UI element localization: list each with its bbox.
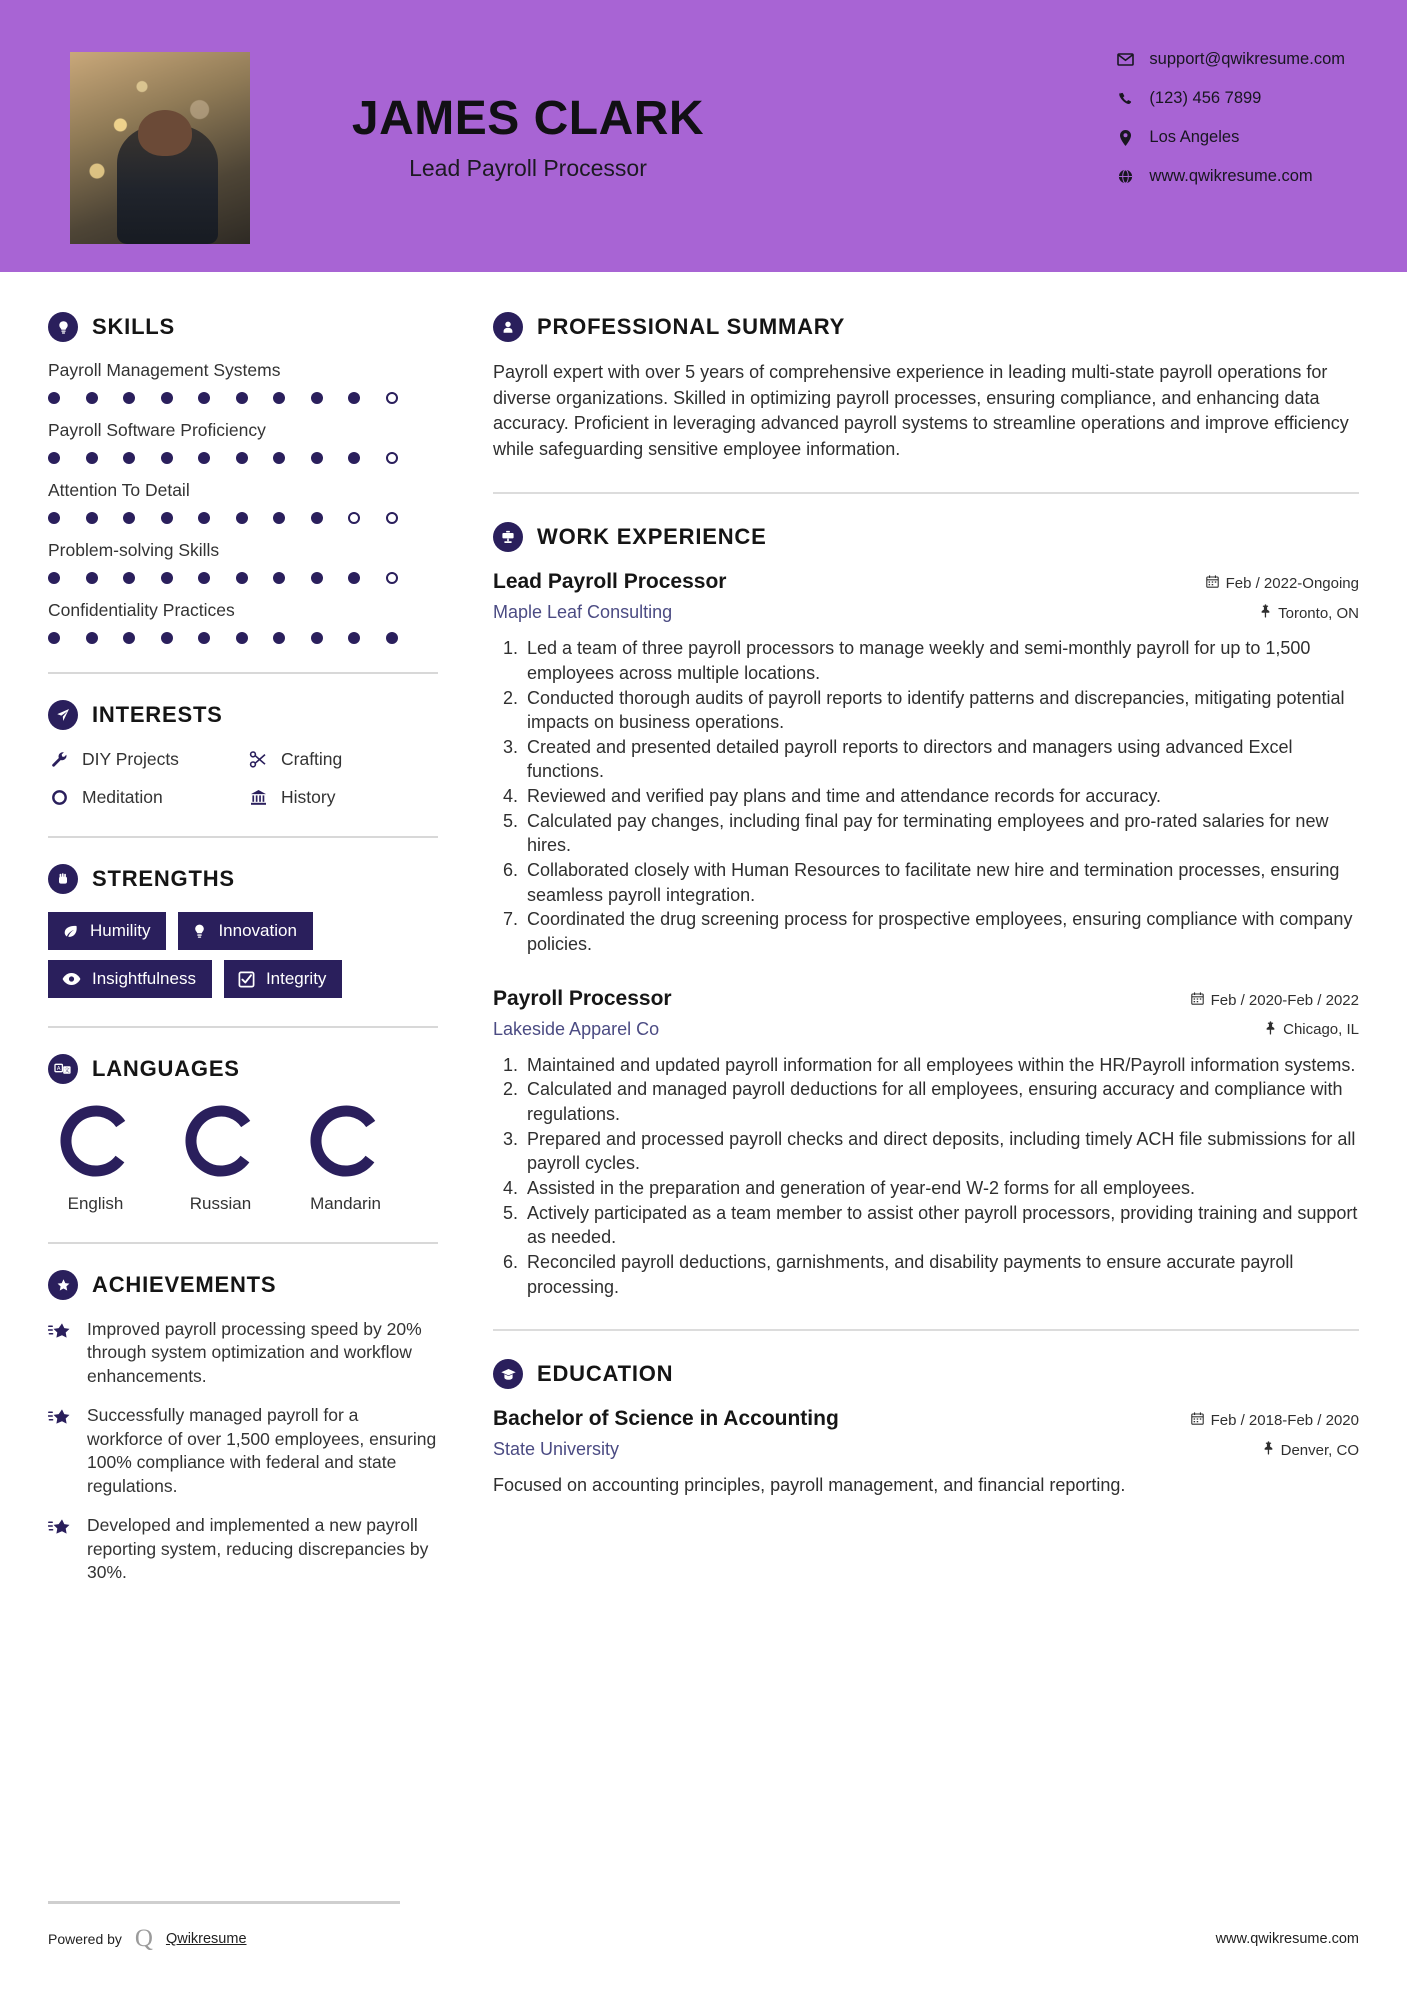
skill-item bbox=[48, 600, 438, 644]
strength-chip bbox=[224, 960, 342, 998]
education-location-text: Denver, CO bbox=[1280, 1441, 1359, 1459]
education-entry bbox=[493, 1407, 1359, 1498]
rating-dot-filled bbox=[86, 392, 98, 404]
rating-dot-filled bbox=[48, 452, 60, 464]
skills-list bbox=[48, 360, 438, 644]
interests-title: INTERESTS bbox=[92, 702, 223, 727]
section-languages bbox=[48, 1054, 438, 1214]
section-skills bbox=[48, 312, 438, 644]
map-pin-icon bbox=[1115, 130, 1135, 146]
language-progress-ring bbox=[57, 1102, 135, 1180]
rating-dot-filled bbox=[273, 572, 285, 584]
job-bullet: 4. Reviewed and verified pay plans and time and attendance records for accuracy. bbox=[523, 784, 1359, 809]
job-bullets bbox=[493, 636, 1359, 957]
education-subheader bbox=[493, 1439, 1359, 1460]
candidate-role: Lead Payroll Processor bbox=[409, 155, 647, 181]
rating-dot-filled bbox=[123, 572, 135, 584]
job-bullets bbox=[493, 1053, 1359, 1300]
education-heading bbox=[493, 1359, 1359, 1389]
job-bullet: 5. Actively participated as a team member to assist other payroll processors, providing training and support as needed. bbox=[523, 1201, 1359, 1250]
interest-item bbox=[48, 786, 239, 808]
rating-dot-filled bbox=[348, 572, 360, 584]
rating-dot-filled bbox=[311, 572, 323, 584]
rating-dot-filled bbox=[273, 452, 285, 464]
rating-dot-filled bbox=[161, 512, 173, 524]
rating-dot-filled bbox=[86, 452, 98, 464]
interest-label: Meditation bbox=[82, 786, 163, 807]
rating-dot-filled bbox=[86, 512, 98, 524]
footer-row bbox=[48, 1926, 1359, 1952]
rating-dot-filled bbox=[348, 392, 360, 404]
rating-dot-filled bbox=[236, 572, 248, 584]
achievement-text: Improved payroll processing speed by 20% through system optimization and workflow enhancements. bbox=[87, 1319, 422, 1386]
rating-dot-filled bbox=[123, 392, 135, 404]
education-description: Focused on accounting principles, payroll management, and financial reporting. bbox=[493, 1475, 1126, 1496]
svg-text:文: 文 bbox=[64, 1068, 70, 1075]
rating-dot-filled bbox=[123, 512, 135, 524]
job-subheader bbox=[493, 1019, 1359, 1040]
pin-icon bbox=[1260, 604, 1271, 622]
job-title: Payroll Processor bbox=[493, 986, 672, 1010]
calendar-icon bbox=[1206, 575, 1219, 592]
rating-dot-filled bbox=[48, 392, 60, 404]
strength-label: Insightfulness bbox=[92, 969, 196, 988]
section-interests bbox=[48, 700, 438, 808]
job-bullet: 3. Created and presented detailed payroll reports to directors and managers using advanced Excel functions. bbox=[523, 735, 1359, 784]
rating-dot-filled bbox=[348, 632, 360, 644]
language-item bbox=[48, 1102, 143, 1214]
resume-footer bbox=[48, 1901, 1359, 1952]
interest-item bbox=[247, 786, 438, 808]
strengths-chips bbox=[48, 912, 438, 998]
strength-chip bbox=[178, 912, 312, 950]
section-work-experience bbox=[493, 522, 1359, 1299]
skill-rating bbox=[48, 452, 438, 464]
rating-dot-empty bbox=[386, 392, 398, 404]
skill-item bbox=[48, 480, 438, 524]
envelope-icon bbox=[1115, 53, 1135, 66]
skill-rating bbox=[48, 392, 438, 404]
rating-dot-filled bbox=[198, 452, 210, 464]
phone-icon bbox=[1115, 91, 1135, 106]
scissors-icon bbox=[247, 748, 269, 770]
job-location-text: Toronto, ON bbox=[1278, 604, 1359, 622]
rating-dot-filled bbox=[198, 512, 210, 524]
skill-label: Problem-solving Skills bbox=[48, 540, 220, 560]
education-dates-text: Feb / 2018-Feb / 2020 bbox=[1210, 1412, 1359, 1430]
star-badge-icon bbox=[48, 1270, 78, 1300]
briefcase-icon bbox=[493, 522, 523, 552]
skill-label: Attention To Detail bbox=[48, 480, 190, 500]
contact-phone[interactable] bbox=[1115, 89, 1345, 108]
rating-dot-filled bbox=[236, 452, 248, 464]
divider-skills-interests bbox=[48, 672, 438, 674]
photo-background bbox=[70, 52, 250, 244]
rating-dot-filled bbox=[198, 392, 210, 404]
language-item bbox=[298, 1102, 393, 1214]
job-dates-text: Feb / 2020-Feb / 2022 bbox=[1210, 991, 1359, 1009]
job-bullet: 7. Coordinated the drug screening process for prospective employees, ensuring compliance with company policies. bbox=[523, 907, 1359, 956]
job-bullet: 3. Prepared and processed payroll checks and direct deposits, including timely ACH file submissions for all payroll cycles. bbox=[523, 1127, 1359, 1176]
languages-title: LANGUAGES bbox=[92, 1056, 240, 1081]
interest-label: DIY Projects bbox=[82, 748, 179, 769]
skill-item bbox=[48, 360, 438, 404]
rating-dot-filled bbox=[273, 512, 285, 524]
education-dates bbox=[1191, 1412, 1359, 1429]
interests-heading bbox=[48, 700, 438, 730]
job-entry bbox=[493, 570, 1359, 957]
achievement-item bbox=[48, 1404, 438, 1498]
interests-grid bbox=[48, 748, 438, 808]
language-progress-ring bbox=[182, 1102, 260, 1180]
job-bullet: 5. Calculated pay changes, including final pay for terminating employees and pro-rated salaries for new hires. bbox=[523, 809, 1359, 858]
job-title: Lead Payroll Processor bbox=[493, 570, 727, 594]
fist-icon bbox=[48, 864, 78, 894]
rating-dot-filled bbox=[161, 572, 173, 584]
job-location-text: Chicago, IL bbox=[1283, 1021, 1359, 1039]
strength-chip bbox=[48, 960, 212, 998]
rating-dot-filled bbox=[273, 632, 285, 644]
section-strengths bbox=[48, 864, 438, 998]
language-label: Mandarin bbox=[310, 1194, 381, 1213]
strength-label: Integrity bbox=[265, 969, 327, 988]
bulb-icon bbox=[192, 923, 207, 940]
education-header bbox=[493, 1407, 1359, 1431]
eye-icon bbox=[62, 972, 81, 986]
contact-website-text: www.qwikresume.com bbox=[1149, 167, 1313, 185]
rating-dot-filled bbox=[311, 392, 323, 404]
rating-dot-empty bbox=[386, 452, 398, 464]
pin-icon bbox=[1263, 1441, 1274, 1459]
achievement-star-icon bbox=[48, 1404, 74, 1498]
interest-label: History bbox=[281, 786, 336, 807]
job-subheader bbox=[493, 602, 1359, 623]
job-dates bbox=[1191, 992, 1359, 1009]
strength-label: Innovation bbox=[218, 921, 297, 940]
job-bullet: 2. Conducted thorough audits of payroll reports to identify patterns and discrepancies, mitigating potential impacts on business operations. bbox=[523, 686, 1359, 735]
achievements-title: ACHIEVEMENTS bbox=[92, 1272, 277, 1297]
achievements-list bbox=[48, 1318, 438, 1584]
skill-label: Confidentiality Practices bbox=[48, 600, 235, 620]
summary-heading bbox=[493, 312, 1359, 342]
rating-dot-filled bbox=[161, 452, 173, 464]
job-bullet: 1. Led a team of three payroll processors to manage weekly and semi-monthly payroll for up to 1,500 employees across multiple locations. bbox=[523, 636, 1359, 685]
rating-dot-filled bbox=[236, 632, 248, 644]
person-icon bbox=[493, 312, 523, 342]
job-bullet: 1. Maintained and updated payroll information for all employees within the HR/Payroll information systems. bbox=[523, 1053, 1359, 1078]
job-header bbox=[493, 987, 1359, 1011]
job-dates bbox=[1206, 575, 1359, 592]
school-name: State University bbox=[493, 1439, 620, 1460]
job-location bbox=[1260, 604, 1359, 622]
language-item bbox=[173, 1102, 268, 1214]
strength-chip bbox=[48, 912, 166, 950]
jobs-list bbox=[493, 570, 1359, 1299]
summary-text: Payroll expert with over 5 years of comprehensive experience in leading multi-state payroll operations for diverse organizations. Skilled in optimizing payroll processes, ensuring compliance, and enhancing data accuracy. Proficient in leveraging advanced payroll systems to streamline operations and improve efficiency while safeguarding sensitive employee information. bbox=[493, 362, 1349, 459]
profile-photo bbox=[70, 52, 250, 244]
globe-icon bbox=[1115, 169, 1135, 184]
achievement-text: Developed and implemented a new payroll reporting system, reducing discrepancies by 30%. bbox=[87, 1515, 429, 1582]
job-bullet: 2. Calculated and managed payroll deductions for all employees, ensuring accuracy and compliance with regulations. bbox=[523, 1077, 1359, 1126]
skills-title: SKILLS bbox=[92, 314, 176, 339]
qwikresume-link[interactable]: Qwikresume bbox=[165, 1931, 247, 1947]
achievements-heading bbox=[48, 1270, 438, 1300]
strengths-title: STRENGTHS bbox=[92, 866, 235, 891]
bank-icon bbox=[247, 786, 269, 808]
divider-work-education bbox=[493, 1329, 1359, 1331]
footer-website: www.qwikresume.com bbox=[1215, 1931, 1359, 1947]
job-bullet: 4. Assisted in the preparation and generation of year-end W-2 forms for all employees. bbox=[523, 1176, 1359, 1201]
contact-email-text: support@qwikresume.com bbox=[1149, 50, 1345, 68]
rating-dot-filled bbox=[86, 572, 98, 584]
contact-location-text: Los Angeles bbox=[1149, 128, 1240, 146]
language-label: English bbox=[67, 1194, 124, 1213]
contact-email[interactable] bbox=[1115, 50, 1345, 69]
work-heading bbox=[493, 522, 1359, 552]
photo-subject-head bbox=[138, 110, 192, 156]
pin-icon bbox=[1265, 1021, 1276, 1039]
section-education bbox=[493, 1359, 1359, 1498]
language-progress-ring bbox=[307, 1102, 385, 1180]
summary-title: PROFESSIONAL SUMMARY bbox=[537, 314, 846, 339]
powered-by-block bbox=[48, 1926, 247, 1952]
achievement-star-icon bbox=[48, 1318, 74, 1388]
contact-list bbox=[1115, 50, 1345, 186]
languages-list bbox=[48, 1102, 438, 1214]
achievement-star-icon bbox=[48, 1514, 74, 1584]
skill-rating bbox=[48, 512, 438, 524]
powered-by-label: Powered by bbox=[48, 1931, 122, 1947]
calendar-icon bbox=[1191, 1412, 1204, 1429]
achievement-item bbox=[48, 1514, 438, 1584]
rating-dot-filled bbox=[86, 632, 98, 644]
divider-summary-work bbox=[493, 492, 1359, 494]
divider-languages-achievements bbox=[48, 1242, 438, 1244]
rating-dot-filled bbox=[123, 452, 135, 464]
degree-title: Bachelor of Science in Accounting bbox=[493, 1407, 839, 1431]
skill-rating bbox=[48, 632, 438, 644]
rating-dot-filled bbox=[273, 392, 285, 404]
main-column bbox=[448, 272, 1359, 1600]
contact-website[interactable] bbox=[1115, 167, 1345, 186]
interest-item bbox=[247, 748, 438, 770]
lightbulb-icon bbox=[48, 312, 78, 342]
strengths-heading bbox=[48, 864, 438, 894]
rating-dot-filled bbox=[48, 632, 60, 644]
job-dates-text: Feb / 2022-Ongoing bbox=[1225, 575, 1359, 593]
skill-rating bbox=[48, 572, 438, 584]
circle-icon bbox=[48, 786, 70, 808]
skills-heading bbox=[48, 312, 438, 342]
job-bullet: 6. Reconciled payroll deductions, garnishments, and disability payments to ensure accurate payroll processing. bbox=[523, 1250, 1359, 1299]
rating-dot-filled bbox=[311, 632, 323, 644]
qwikresume-logo-icon: Q bbox=[134, 1925, 153, 1952]
rating-dot-filled bbox=[123, 632, 135, 644]
strength-label: Humility bbox=[90, 921, 151, 940]
rating-dot-filled bbox=[48, 572, 60, 584]
paper-plane-icon bbox=[48, 700, 78, 730]
job-location bbox=[1265, 1021, 1359, 1039]
education-title: EDUCATION bbox=[537, 1361, 674, 1387]
language-label: Russian bbox=[189, 1194, 252, 1213]
graduation-cap-icon bbox=[493, 1359, 523, 1389]
education-location bbox=[1263, 1441, 1359, 1459]
divider-strengths-languages bbox=[48, 1026, 438, 1028]
wrench-icon bbox=[48, 748, 70, 770]
job-organization: Lakeside Apparel Co bbox=[493, 1018, 660, 1039]
section-professional-summary bbox=[493, 312, 1359, 462]
rating-dot-filled bbox=[311, 452, 323, 464]
rating-dot-filled bbox=[161, 392, 173, 404]
skill-label: Payroll Management Systems bbox=[48, 360, 281, 380]
languages-heading bbox=[48, 1054, 438, 1084]
achievement-item bbox=[48, 1318, 438, 1388]
achievement-text: Successfully managed payroll for a workforce of over 1,500 employees, ensuring 100% compliance with federal and state regulations. bbox=[87, 1405, 437, 1496]
rating-dot-empty bbox=[348, 512, 360, 524]
contact-location bbox=[1115, 128, 1345, 147]
skill-label: Payroll Software Proficiency bbox=[48, 420, 266, 440]
section-achievements bbox=[48, 1270, 438, 1584]
candidate-name: JAMES CLARK bbox=[351, 92, 705, 145]
rating-dot-filled bbox=[198, 572, 210, 584]
job-header bbox=[493, 570, 1359, 594]
divider-interests-strengths bbox=[48, 836, 438, 838]
check-square-icon bbox=[238, 971, 255, 988]
job-organization: Maple Leaf Consulting bbox=[493, 602, 673, 623]
job-entry bbox=[493, 987, 1359, 1300]
rating-dot-filled bbox=[348, 452, 360, 464]
rating-dot-empty bbox=[386, 572, 398, 584]
skill-item bbox=[48, 420, 438, 464]
rating-dot-filled bbox=[48, 512, 60, 524]
contact-phone-text: (123) 456 7899 bbox=[1149, 89, 1262, 107]
rating-dot-filled bbox=[236, 512, 248, 524]
rating-dot-filled bbox=[161, 632, 173, 644]
education-list bbox=[493, 1407, 1359, 1498]
interest-item bbox=[48, 748, 239, 770]
skill-item bbox=[48, 540, 438, 584]
svg-text:A: A bbox=[56, 1066, 61, 1072]
rating-dot-filled bbox=[386, 632, 398, 644]
rating-dot-filled bbox=[236, 392, 248, 404]
rating-dot-filled bbox=[311, 512, 323, 524]
resume-body bbox=[0, 272, 1407, 1600]
rating-dot-filled bbox=[198, 632, 210, 644]
footer-divider bbox=[48, 1901, 400, 1904]
resume-header bbox=[0, 0, 1407, 272]
sidebar-column bbox=[48, 272, 448, 1600]
name-block bbox=[248, 92, 808, 181]
rating-dot-empty bbox=[386, 512, 398, 524]
calendar-icon bbox=[1191, 992, 1204, 1009]
leaf-icon bbox=[62, 923, 79, 940]
work-title: WORK EXPERIENCE bbox=[537, 524, 767, 550]
translate-icon bbox=[48, 1054, 78, 1084]
job-bullet: 6. Collaborated closely with Human Resources to facilitate new hire and termination processes, ensuring seamless payroll integration. bbox=[523, 858, 1359, 907]
interest-label: Crafting bbox=[281, 748, 343, 769]
